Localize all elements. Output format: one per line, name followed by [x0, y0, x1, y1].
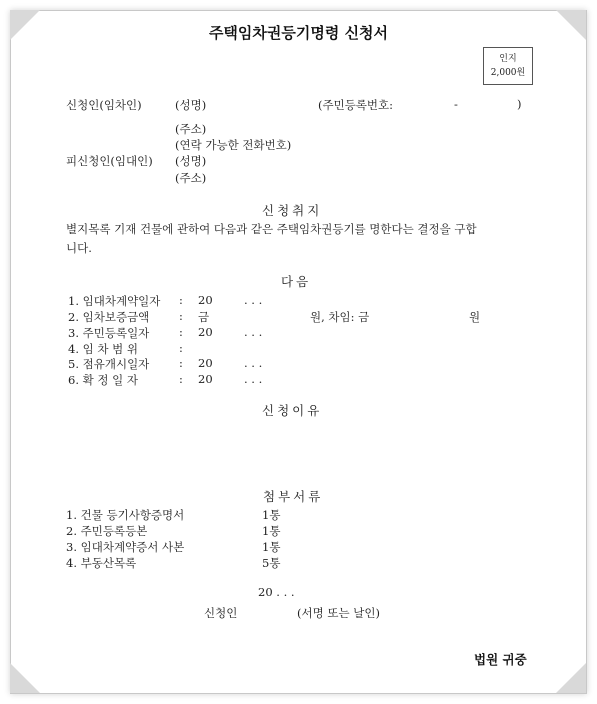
applicant-name-label: (성명) — [175, 98, 207, 112]
attachment-count: 5통 — [262, 556, 281, 570]
detail-date-dots: . . . — [244, 293, 263, 307]
detail-label: 3. 주민등록일자 — [68, 326, 150, 340]
detail-label: 5. 점유개시일자 — [68, 357, 150, 371]
detail-label: 4. 임 차 범 위 — [68, 342, 139, 356]
attachment-label: 4. 부동산목록 — [66, 556, 137, 570]
applicant-address-label: (주소) — [175, 122, 207, 136]
applicant-rrn-close: ) — [517, 97, 522, 111]
attachments-heading: 첨부서류 — [263, 489, 324, 504]
detail-colon: : — [179, 325, 183, 339]
page-corner-bottom-right — [556, 663, 586, 693]
respondent-name-label: (성명) — [175, 154, 207, 168]
details-heading: 다음 — [281, 274, 312, 289]
detail-colon: : — [179, 293, 183, 307]
detail-colon: : — [179, 341, 183, 355]
attachment-label: 2. 주민등록등본 — [66, 524, 148, 538]
signature-label: 신청인 — [204, 606, 238, 620]
attachment-count: 1통 — [262, 508, 281, 522]
detail-date-dots: . . . — [244, 372, 263, 386]
detail-value: 20 — [198, 325, 213, 339]
applicant-phone-label: (연락 가능한 전화번호) — [175, 138, 292, 152]
respondent-label: 피신청인(임대인) — [66, 154, 153, 168]
detail-date-dots: . . . — [244, 325, 263, 339]
attachment-count: 1통 — [262, 524, 281, 538]
purpose-heading: 신청취지 — [262, 203, 323, 218]
attachment-count: 1통 — [262, 540, 281, 554]
detail-value: 20 — [198, 356, 213, 370]
stamp-amount: 2,000원 — [490, 68, 526, 78]
detail-label: 6. 확 정 일 자 — [68, 373, 139, 387]
detail-value: 20 — [198, 372, 213, 386]
applicant-rrn-dash: - — [454, 97, 458, 111]
revenue-stamp-box — [483, 47, 533, 85]
attachment-label: 1. 건물 등기사항증명서 — [66, 508, 185, 522]
court-addressee: 법원 귀중 — [474, 652, 527, 667]
detail-value: 금 — [198, 310, 210, 324]
signature-note: (서명 또는 날인) — [297, 606, 380, 620]
purpose-text-line1: 별지목록 기재 건물에 관하여 다음과 같은 주택임차권등기를 명한다는 결정을 구합 — [66, 222, 477, 236]
detail-colon: : — [179, 372, 183, 386]
respondent-address-label: (주소) — [175, 171, 207, 185]
applicant-rrn-label: (주민등록번호: — [318, 98, 394, 112]
stamp-label: 인지 — [499, 54, 517, 64]
application-date: 20 . . . — [258, 585, 295, 599]
purpose-text-line2: 니다. — [66, 241, 92, 255]
detail-label: 2. 임차보증금액 — [68, 310, 150, 324]
detail-value: 20 — [198, 293, 213, 307]
detail-colon: : — [179, 356, 183, 370]
page-corner-bottom-left — [10, 663, 40, 693]
detail-label: 1. 임대차계약일자 — [68, 294, 161, 308]
document-title: 주택임차권등기명령 신청서 — [208, 24, 389, 42]
detail-rent-unit: 원 — [469, 310, 481, 324]
detail-rent-label: 원, 차임: 금 — [310, 310, 370, 324]
attachment-label: 3. 임대차계약증서 사본 — [66, 540, 185, 554]
detail-colon: : — [179, 309, 183, 323]
detail-date-dots: . . . — [244, 356, 263, 370]
applicant-label: 신청인(임차인) — [66, 98, 142, 112]
reason-heading: 신청이유 — [262, 403, 323, 418]
